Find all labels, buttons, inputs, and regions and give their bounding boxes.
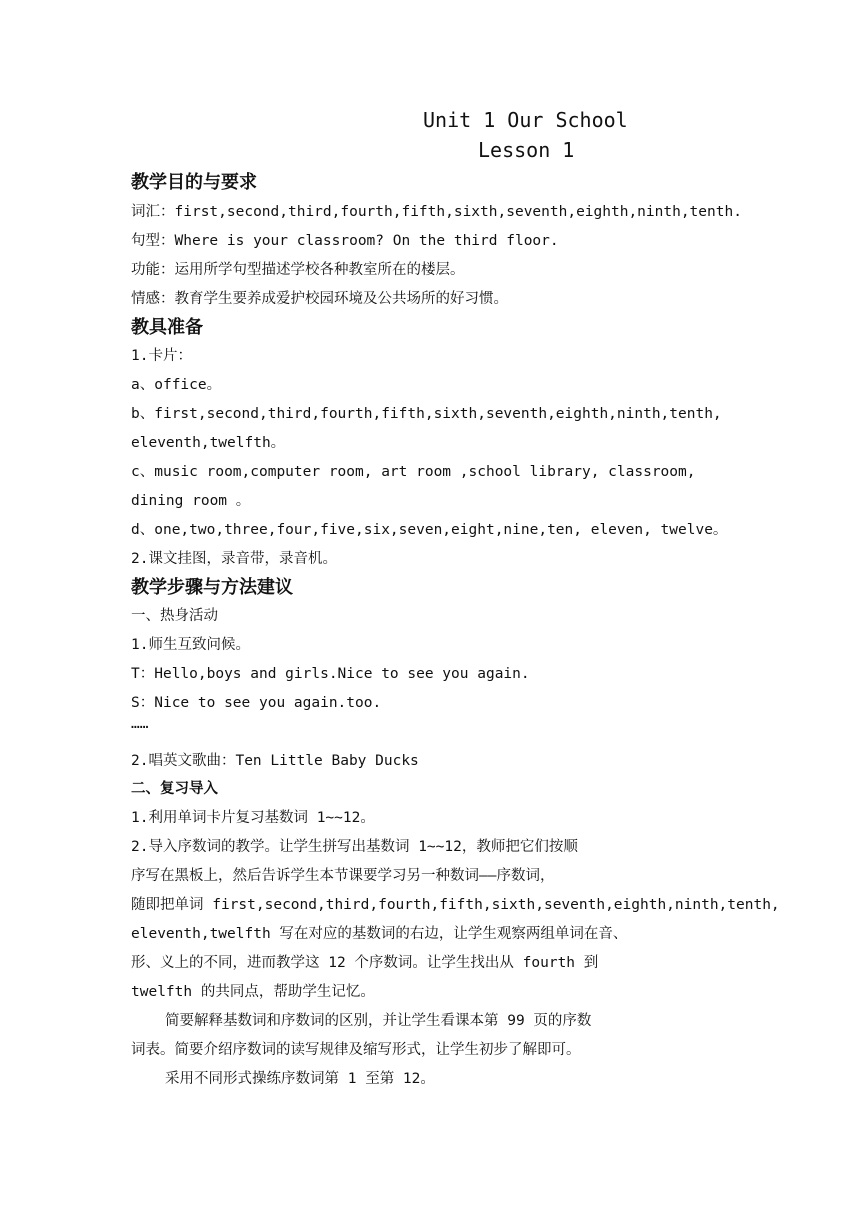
materials-2: 2.课文挂图，录音带，录音机。 <box>131 551 337 567</box>
review-2d: eleventh,twelfth 写在对应的基数词的右边，让学生观察两组单词在音、 <box>131 926 628 942</box>
teacher-line: T：Hello,boys and girls.Nice to see you again. <box>131 666 530 682</box>
function-line: 功能：运用所学句型描述学校各种教室所在的楼层。 <box>131 262 465 278</box>
song-line: 2.唱英文歌曲：Ten Little Baby Ducks <box>131 753 419 769</box>
card-d: d、one,two,three,four,five,six,seven,eight,nine,ten, eleven, twelve。 <box>131 522 728 538</box>
review-2e: 形、义上的不同，进而教学这 12 个序数词。让学生找出从 fourth 到 <box>131 955 599 971</box>
cards-line: 1.卡片： <box>131 348 192 364</box>
warmup-line: 一、热身活动 <box>131 608 218 624</box>
card-c-line2: dining room 。 <box>131 493 251 509</box>
card-c-line1: c、music room,computer room, art room ,school library, classroom, <box>131 464 696 480</box>
card-a: a、office。 <box>131 377 222 393</box>
para-2: 采用不同形式操练序数词第 1 至第 12。 <box>165 1071 435 1087</box>
pattern-line: 句型：Where is your classroom? On the third floor. <box>131 233 559 249</box>
review-heading: 二、复习导入 <box>131 781 218 797</box>
vocab-line: 词汇：first,second,third,fourth,fifth,sixth,seventh,eighth,ninth,tenth. <box>131 204 742 220</box>
steps-heading: 教学步骤与方法建议 <box>131 577 293 598</box>
student-line: S：Nice to see you again.too. <box>131 695 382 711</box>
card-b-line1: b、first,second,third,fourth,fifth,sixth,seventh,eighth,ninth,tenth, <box>131 406 722 422</box>
ellipsis-line: …… <box>131 716 149 732</box>
para-1a: 简要解释基数词和序数词的区别，并让学生看课本第 99 页的序数 <box>165 1013 592 1029</box>
unit-title: Unit 1 Our School <box>423 108 628 132</box>
materials-heading: 教具准备 <box>131 317 203 338</box>
card-b-line2: eleventh,twelfth。 <box>131 435 286 451</box>
review-2f: twelfth 的共同点，帮助学生记忆。 <box>131 984 375 1000</box>
para-1b: 词表。简要介绍序数词的读写规律及缩写形式，让学生初步了解即可。 <box>131 1042 581 1058</box>
greet-line: 1.师生互致问候。 <box>131 637 250 653</box>
lesson-title: Lesson 1 <box>478 138 575 162</box>
review-2b: 序写在黑板上，然后告诉学生本节课要学习另一种数词——序数词， <box>131 868 555 884</box>
objectives-heading: 教学目的与要求 <box>131 172 257 193</box>
review-1: 1.利用单词卡片复习基数词 1~~12。 <box>131 810 375 826</box>
emotion-line: 情感：教育学生要养成爱护校园环境及公共场所的好习惯。 <box>131 291 508 307</box>
review-2c: 随即把单词 first,second,third,fourth,fifth,sixth,seventh,eighth,ninth,tenth, <box>131 897 780 913</box>
review-2a: 2.导入序数词的教学。让学生拼写出基数词 1~~12，教师把它们按顺 <box>131 839 578 855</box>
